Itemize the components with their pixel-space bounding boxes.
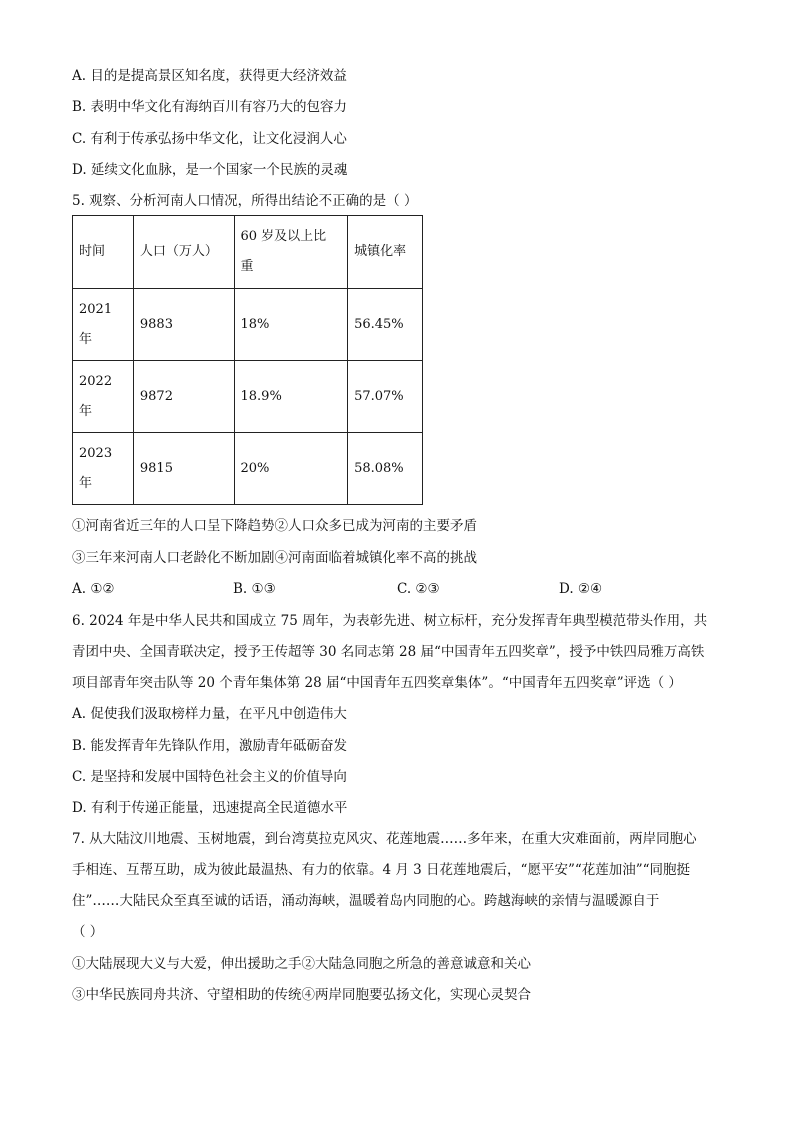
table-row [73, 433, 423, 505]
cell-population: 9872 [133, 361, 234, 433]
q6-stem-line2: 青团中央、全国青联决定，授予王传超等 30 名同志第 28 届“中国青年五四奖章”，授予中铁四局雅万高铁 [72, 644, 705, 660]
population-table [72, 215, 423, 505]
table-header-row [73, 216, 423, 289]
table-row [73, 361, 423, 433]
q4-option-c: C. 有利于传承弘扬中华文化，让文化浸润人心 [72, 131, 347, 147]
q5-choice-c: C. ②③ [397, 581, 440, 597]
year-number: 2023 [79, 445, 113, 461]
q5-choice-b: B. ①③ [233, 581, 276, 597]
header-elderly-line1: 60 岁及以上比 [240, 229, 327, 244]
q4-option-d: D. 延续文化血脉，是一个国家一个民族的灵魂 [72, 162, 348, 178]
q5-statements-line2: ③三年来河南人口老龄化不断加剧④河南面临着城镇化率不高的挑战 [72, 550, 477, 566]
q5-choice-d: D. ②④ [559, 581, 603, 597]
q4-option-a: A. 目的是提高景区知名度，获得更大经济效益 [72, 68, 347, 84]
header-urbanization: 城镇化率 [348, 216, 423, 289]
cell-year [73, 289, 134, 361]
q7-stem-line2: 手相连、互帮互助，成为彼此最温热、有力的依靠。4 月 3 日花莲地震后，“愿平安”“花莲加油”“同胞挺 [72, 862, 691, 878]
q6-option-c: C. 是坚持和发展中国特色社会主义的价值导向 [72, 769, 347, 785]
header-time: 时间 [73, 216, 134, 289]
header-population: 人口（万人） [133, 216, 234, 289]
table-row [73, 289, 423, 361]
cell-urban: 56.45% [348, 289, 423, 361]
year-number: 2021 [79, 301, 113, 317]
year-number: 2022 [79, 373, 113, 389]
year-suffix: 年 [79, 331, 93, 347]
cell-year [73, 433, 134, 505]
header-elderly-line2: 重 [240, 259, 254, 274]
q5-choice-a: A. ①② [72, 581, 115, 597]
q5-statements-line1: ①河南省近三年的人口呈下降趋势②人口众多已成为河南的主要矛盾 [72, 518, 477, 534]
q7-stem-line1: 7. 从大陆汶川地震、玉树地震，到台湾莫拉克风灾、花莲地震……多年来，在重大灾难面前，两岸同胞心 [72, 831, 697, 847]
q7-statements-line2: ③中华民族同舟共济、守望相助的传统④两岸同胞要弘扬文化，实现心灵契合 [72, 987, 531, 1003]
q6-stem-line3: 项目部青年突击队等 20 个青年集体第 28 届“中国青年五四奖章集体”。“中国青年五四奖章”评选（ ） [72, 675, 682, 691]
q7-answer-blank: （ ） [72, 924, 104, 940]
q6-option-a: A. 促使我们汲取榜样力量，在平凡中创造伟大 [72, 706, 347, 722]
cell-elderly: 18.9% [234, 361, 348, 433]
cell-urban: 57.07% [348, 361, 423, 433]
cell-elderly: 20% [234, 433, 348, 505]
cell-year [73, 361, 134, 433]
q6-option-d: D. 有利于传递正能量，迅速提高全民道德水平 [72, 800, 348, 816]
cell-population: 9883 [133, 289, 234, 361]
q7-stem-line3: 住”……大陆民众至真至诚的话语，涌动海峡，温暖着岛内同胞的心。跨越海峡的亲情与温暖源自于 [72, 893, 660, 909]
cell-elderly: 18% [234, 289, 348, 361]
header-elderly [234, 216, 348, 289]
cell-urban: 58.08% [348, 433, 423, 505]
q6-option-b: B. 能发挥青年先锋队作用，激励青年砥砺奋发 [72, 738, 348, 754]
q6-stem-line1: 6. 2024 年是中华人民共和国成立 75 周年，为表彰先进、树立标杆，充分发挥青年典型模范带头作用，共 [72, 613, 708, 629]
year-suffix: 年 [79, 475, 93, 491]
q5-choices [72, 580, 712, 598]
q7-statements-line1: ①大陆展现大义与大爱，伸出援助之手②大陆急同胞之所急的善意诚意和关心 [72, 956, 531, 972]
q4-option-b: B. 表明中华文化有海纳百川有容乃大的包容力 [72, 99, 348, 115]
cell-population: 9815 [133, 433, 234, 505]
q5-stem: 5. 观察、分析河南人口情况，所得出结论不正确的是（ ） [72, 193, 418, 209]
year-suffix: 年 [79, 403, 93, 419]
